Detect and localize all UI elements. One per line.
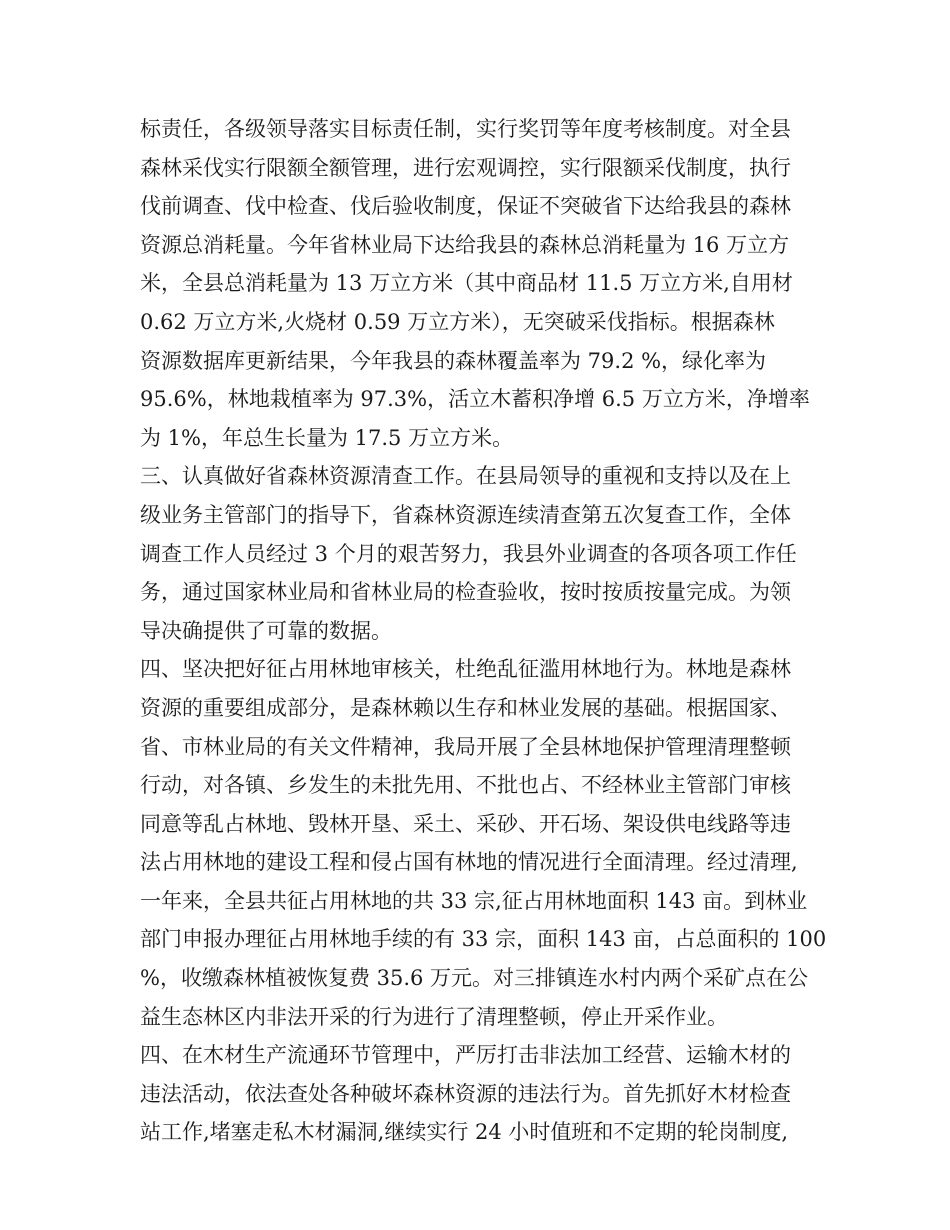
text-line: 省、市林业局的有关文件精神，我局开展了全县林地保护管理清理整顿 xyxy=(140,734,791,759)
text-line: 资源的重要组成部分，是森林赖以生存和林业发展的基础。根据国家、 xyxy=(140,695,791,720)
text-line: 法占用林地的建设工程和侵占国有林地的情况进行全面清理。经过清理, xyxy=(140,850,798,875)
text-line: 部门申报办理征占用林地手续的有 33 宗，面积 143 亩，占总面积的 100 xyxy=(140,927,827,952)
text-line: 四、坚决把好征占用林地审核关，杜绝乱征滥用林地行为。林地是森林 xyxy=(140,657,791,682)
text-line: 资源数据库更新结果，今年我县的森林覆盖率为 79.2 %，绿化率为 xyxy=(140,348,767,373)
text-line: 95.6%，林地栽植率为 97.3%，活立木蓄积净增 6.5 万立方米，净增率 xyxy=(140,387,810,412)
text-line: %，收缴森林植被恢复费 35.6 万元。对三排镇连水村内两个采矿点在公 xyxy=(140,966,809,991)
text-line: 标责任，各级领导落实目标责任制，实行奖罚等年度考核制度。对全县 xyxy=(140,117,791,141)
text-line: 益生态林区内非法开采的行为进行了清理整顿，停止开采作业。 xyxy=(140,1004,728,1029)
paragraph xyxy=(140,110,830,457)
text-line: 行动，对各镇、乡发生的未批先用、不批也占、不经林业主管部门审核 xyxy=(140,773,791,798)
text-line: 森林采伐实行限额全额管理，进行宏观调控，实行限额采伐制度，执行 xyxy=(140,155,791,180)
document-body xyxy=(140,110,830,1152)
text-line: 站工作,堵塞走私木材漏洞,继续实行 24 小时值班和不定期的轮岗制度, xyxy=(140,1120,789,1145)
text-line: 务，通过国家林业局和省林业局的检查验收，按时按质按量完成。为领 xyxy=(140,580,791,605)
text-line: 为 1%，年总生长量为 17.5 万立方米。 xyxy=(140,425,514,450)
paragraph xyxy=(140,650,830,1036)
paragraph xyxy=(140,457,830,650)
text-line: 违法活动，依法查处各种破坏森林资源的违法行为。首先抓好木材检查 xyxy=(140,1081,791,1106)
paragraph xyxy=(140,1036,830,1152)
text-line: 四、在木材生产流通环节管理中，严厉打击非法加工经营、运输木材的 xyxy=(140,1043,791,1068)
text-line: 伐前调查、伐中检查、伐后验收制度，保证不突破省下达给我县的森林 xyxy=(140,194,791,219)
text-line: 资源总消耗量。今年省林业局下达给我县的森林总消耗量为 16 万立方 xyxy=(140,232,790,257)
text-line: 0.62 万立方米,火烧材 0.59 万立方米），无突破采伐指标。根据森林 xyxy=(140,309,775,334)
text-line: 一年来，全县共征占用林地的共 33 宗,征占用林地面积 143 亩。到林业 xyxy=(140,888,808,913)
text-line: 米，全县总消耗量为 13 万立方米（其中商品材 11.5 万立方米,自用材 xyxy=(140,271,793,296)
text-line: 三、认真做好省森林资源清查工作。在县局领导的重视和支持以及在上 xyxy=(140,464,791,489)
text-line: 级业务主管部门的指导下，省森林资源连续清查第五次复查工作，全体 xyxy=(140,502,791,527)
text-line: 调查工作人员经过 3 个月的艰苦努力，我县外业调查的各项各项工作任 xyxy=(140,541,797,566)
text-line: 导决确提供了可靠的数据。 xyxy=(140,618,392,643)
text-line: 同意等乱占林地、毁林开垦、采土、采砂、开石场、架设供电线路等违 xyxy=(140,811,791,836)
